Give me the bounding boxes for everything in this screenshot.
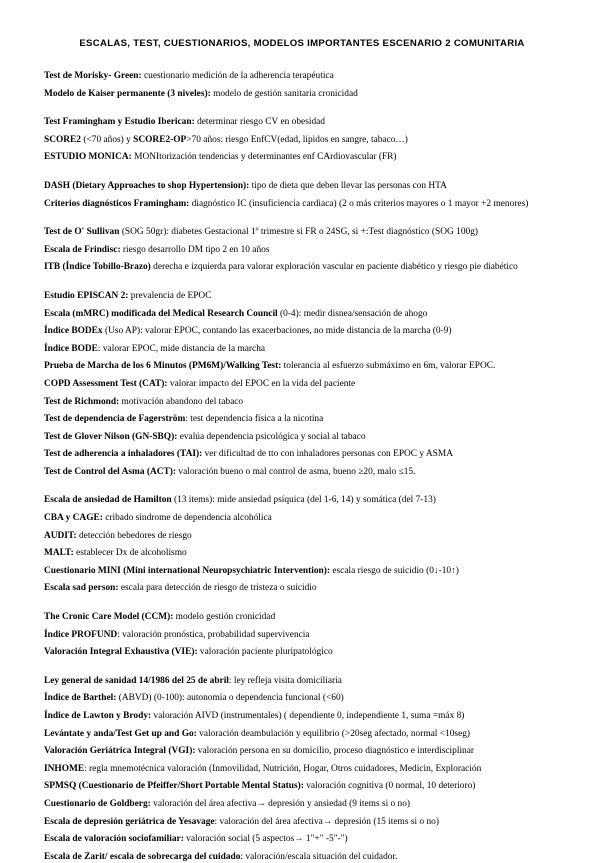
entry-line <box>44 547 560 560</box>
entry-text: valoración persona en su domicilio, proceso diagnóstico e interdisciplinar <box>195 746 475 757</box>
entry-text: cribado síndrome de dependencia alcohólica <box>102 513 272 524</box>
entry-term: Test de Control del Asma (ACT): <box>44 466 177 477</box>
entry-text: valoración cognitiva (0 normal, 10 deterioro) <box>303 781 476 792</box>
entry-text: valoración del área afectiva→ depresión y ansiedad (9 items si o no) <box>150 798 411 809</box>
entry-text: : ley refleja visita domiciliaria <box>228 675 342 686</box>
entry-text: diagnóstico IC (insuficiencia cardiaca) (2 o más criterios mayores o 1 mayor +2 menores) <box>189 198 529 209</box>
entry-term: ESTUDIO MONICA: <box>44 152 132 163</box>
entry-line <box>44 116 560 129</box>
entry-line <box>44 308 560 321</box>
entry-line <box>44 745 560 758</box>
entry-line <box>44 198 560 211</box>
entry-text: : valoración pronóstica, probabilidad supervivencia <box>117 629 310 640</box>
document-body <box>44 70 560 863</box>
entry-term: Test de dependencia de Fagerström <box>44 414 186 425</box>
entry-term: Test de Richmond: <box>44 396 120 407</box>
entry-term: Escala de Zarit/ escala de sobrecarga del cuidado <box>44 851 241 862</box>
entry-text: cuestionario medición de la adherencia terapéutica <box>141 71 334 81</box>
entry-text: >70 años: riesgo EnfCV(edad, lípidos en sangre, tabaco…) <box>186 134 408 145</box>
section-gap <box>44 169 560 180</box>
entry-text: : valoración del área afectiva→ depresión (15 items si o no) <box>214 816 439 827</box>
entry-text: : valoración/escala situación del cuidador. <box>240 851 398 862</box>
entry-text: : valorar EPOC, mide distancia de la marcha <box>97 343 266 354</box>
entry-term: DASH (Dietary Approaches to shop Hypertension): <box>44 180 250 191</box>
entry-text: valoración bueno o mal control de asma, bueno ≥20, malo ≤15. <box>176 466 416 477</box>
entry-line <box>44 675 560 688</box>
entry-line <box>44 431 560 444</box>
entry-term: AUDIT: <box>44 530 77 541</box>
entry-text: tolerancia al esfuerzo submáximo en 6m, valorar EPOC. <box>281 361 496 372</box>
entry-term: Valoración Geriátrica Integral (VGI): <box>44 746 196 757</box>
entry-text: establecer Dx de alcoholismo <box>73 548 187 559</box>
page-title: ESCALAS, TEST, CUESTIONARIOS, MODELOS IMPORTANTES ESCENARIO 2 COMUNITARIA <box>79 38 525 49</box>
entry-text: determinar riesgo CV en obesidad <box>194 117 325 128</box>
entry-line <box>44 396 560 409</box>
entry-term: Levántate y anda/Test Get up and Go: <box>44 728 197 739</box>
section <box>44 226 560 274</box>
entry-line <box>44 629 560 642</box>
entry-line <box>44 360 560 373</box>
entry-line <box>44 88 560 101</box>
section-gap <box>44 483 560 494</box>
entry-line <box>44 728 560 741</box>
section-gap <box>44 600 560 611</box>
entry-term: SPMSQ (Cuestionario de Pfeiffer/Short Portable Mental Status): <box>44 781 304 792</box>
entry-term: Índice de Lawton y Brody: <box>44 711 152 721</box>
entry-line <box>44 494 560 507</box>
section <box>44 70 560 100</box>
entry-term: Test de Glover Nilson (GN-SBQ): <box>44 431 178 442</box>
entry-term: CBA y CAGE: <box>44 513 103 524</box>
entry-text: tipo de dieta que deben llevar las personas con HTA <box>249 180 447 191</box>
entry-term: MALT: <box>44 548 74 559</box>
entry-term: SCORE2-OP <box>133 134 187 145</box>
entry-term: Test de adherencia a inhaladores (TAI): <box>44 449 203 460</box>
entry-text: (0-4): medir disnea/sensación de ahogo <box>277 308 428 319</box>
entry-line <box>44 448 560 461</box>
entry-term: ITB (Índice Tobillo-Brazo) <box>44 262 151 273</box>
entry-text: detección bebedores de riesgo <box>76 530 192 541</box>
entry-line <box>44 692 560 705</box>
entry-term: Valoración Integral Exhaustiva (VIE): <box>44 647 198 658</box>
section <box>44 116 560 164</box>
entry-line <box>44 343 560 356</box>
entry-line <box>44 851 560 863</box>
entry-line <box>44 530 560 543</box>
entry-term: INHOME <box>44 763 85 774</box>
section <box>44 494 560 595</box>
entry-text: (Uso AP): valorar EPOC, contando las exacerbaciones, no mide distancia de la marcha (0-9) <box>102 326 452 337</box>
entry-text: (SOG 50gr): diabetes Gestacional 1º trimestre si FR o 24SG, si +:Test diagnóstico (SOG 100g) <box>119 227 479 238</box>
entry-term: Modelo de Kaiser permanente (3 niveles): <box>44 88 211 99</box>
entry-line <box>44 582 560 595</box>
entry-term: Índice PROFUND <box>44 629 118 640</box>
entry-text: valorar impacto del EPOC en la vida del paciente <box>167 378 356 389</box>
entry-term: Test de Morisky- Green: <box>44 71 142 81</box>
entry-term: Escala sad person: <box>44 583 119 594</box>
entry-term: Estudio EPISCAN 2: <box>44 290 129 301</box>
entry-line <box>44 180 560 193</box>
entry-text: (13 items): mide ansiedad psíquica (del 1-6, 14) y somática (del 7-13) <box>171 495 436 506</box>
entry-term: Cuestionario de Goldberg: <box>44 798 151 809</box>
entry-term: SCORE2 <box>44 134 81 145</box>
entry-text: valoración paciente pluripatológico <box>197 647 333 658</box>
entry-line <box>44 261 560 274</box>
entry-term: Índice BODE <box>44 343 98 354</box>
entry-line <box>44 325 560 338</box>
entry-line <box>44 512 560 525</box>
entry-line <box>44 710 560 723</box>
entry-line <box>44 244 560 257</box>
entry-line <box>44 816 560 829</box>
entry-text: evalúa dependencia psicológica y social al tabaco <box>177 431 366 442</box>
section-gap <box>44 664 560 675</box>
entry-term: Escala (mMRC) modificada del Medical Research Council <box>44 308 278 319</box>
entry-text: valoración social (5 aspectos→ 1"+" -5"-") <box>183 834 348 845</box>
entry-text: (<70 años) y <box>81 134 134 145</box>
entry-line <box>44 763 560 776</box>
entry-line <box>44 413 560 426</box>
entry-line <box>44 833 560 846</box>
entry-text: valoración AIVD (instrumentales) ( dependiente 0, independiente 1, suma =máx 8) <box>151 711 465 721</box>
section <box>44 611 560 659</box>
entry-text: : test dependencia física a la nicotina <box>185 414 324 425</box>
section-gap <box>44 105 560 116</box>
entry-line <box>44 780 560 793</box>
entry-line <box>44 378 560 391</box>
entry-text: escala para detección de riesgo de tristeza o suicidio <box>118 583 317 594</box>
entry-term: Test Framingham y Estudio Iberican: <box>44 117 195 128</box>
entry-term: Escala de ansiedad de Hamilton <box>44 495 172 506</box>
entry-line <box>44 565 560 578</box>
entry-text: derecha e izquierda para valorar exploración vascular en paciente diabético y riesgo pie diabético <box>150 262 518 273</box>
entry-text: riesgo desarrollo DM tipo 2 en 10 años <box>120 244 270 255</box>
entry-text: valoración deambulación y equilibrio (>20seg afectado, normal <10seg) <box>196 728 471 739</box>
entry-term: Prueba de Marcha de los 6 Minutos (PM6M)/Walking Test: <box>44 361 282 372</box>
entry-term: Escala de Frindisc: <box>44 244 121 255</box>
entry-term: Escala de depresión geriátrica de Yesavage <box>44 816 215 827</box>
entry-text: MONItorización tendencias y determinantes enf CArdiovascular (FR) <box>131 152 397 163</box>
entry-line <box>44 134 560 147</box>
entry-term: Escala de valoración sociofamiliar: <box>44 834 184 845</box>
entry-text: modelo de gestión sanitaria cronicidad <box>210 88 358 99</box>
entry-line <box>44 646 560 659</box>
entry-term: COPD Assessment Test (CAT): <box>44 378 168 389</box>
entry-line <box>44 466 560 479</box>
entry-line <box>44 290 560 303</box>
section <box>44 675 560 863</box>
entry-line <box>44 151 560 164</box>
section <box>44 180 560 210</box>
entry-term: The Cronic Care Model (CCM): <box>44 612 174 623</box>
entry-line <box>44 611 560 624</box>
section-gap <box>44 279 560 290</box>
entry-text: modelo gestión cronicidad <box>173 612 276 623</box>
entry-text: escala riesgo de suicidio (0↓-10↑) <box>330 565 459 576</box>
entry-text: (ABVD) (0-100): autonomía o dependencia funcional (<60) <box>116 693 344 704</box>
entry-line <box>44 798 560 811</box>
entry-term: Índice BODEx <box>44 326 103 337</box>
entry-term: Criterios diagnósticos Framingham: <box>44 198 190 209</box>
entry-line <box>44 70 560 83</box>
entry-term: Ley general de sanidad 14/1986 del 25 de abril <box>44 675 229 686</box>
entry-line <box>44 226 560 239</box>
entry-text: prevalencia de EPOC <box>128 290 212 301</box>
entry-text: ver dificultad de tto con inhaladores personas con EPOC y ASMA <box>202 449 454 460</box>
entry-text: motivación abandono del tabaco <box>119 396 244 407</box>
entry-term: Test de O' Sullivan <box>44 227 120 238</box>
section-gap <box>44 215 560 226</box>
section <box>44 290 560 479</box>
entry-term: Cuestionario MINI (Mini international Neuropsychiatric Intervention): <box>44 565 331 576</box>
entry-term: Índice de Barthel: <box>44 693 117 704</box>
entry-text: : regla mnemotécnica valoración (Inmovilidad, Nutrición, Hogar, Otros cuidadores, Medicin, Exploración <box>84 763 482 774</box>
